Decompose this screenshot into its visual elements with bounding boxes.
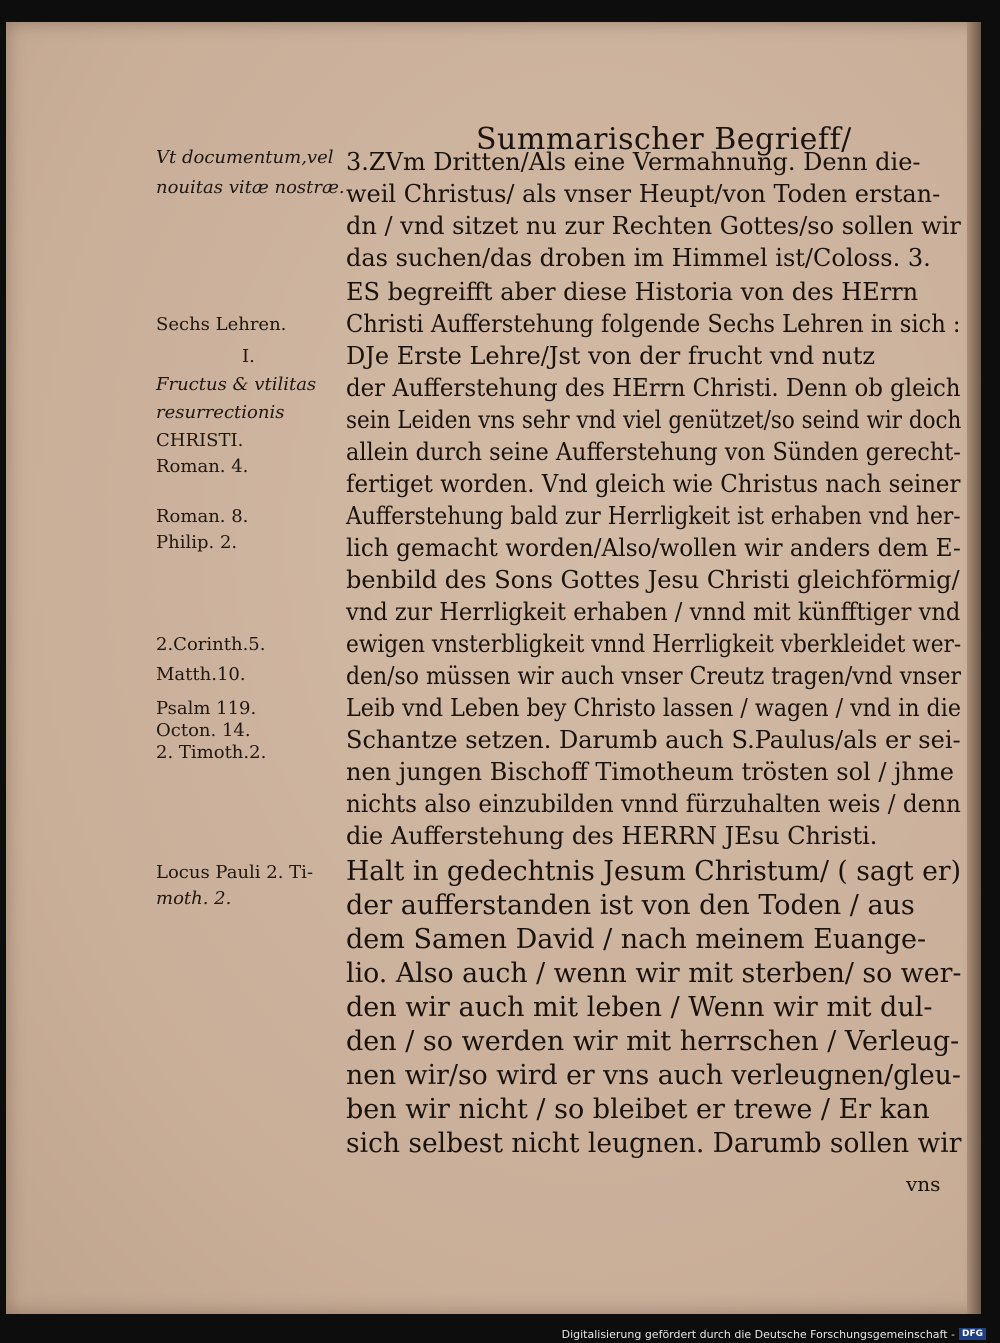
text-line: lio. Also auch / wenn wir mit sterben/ so wer- <box>346 958 962 989</box>
margin-note: Octon. 14. <box>156 720 251 741</box>
margin-note: 2.Corinth.5. <box>156 634 266 655</box>
margin-note: I. <box>242 346 255 367</box>
text-line: Halt in gedechtnis Jesum Christum/ ( sagt er) <box>346 856 961 887</box>
text-line: weil Christus/ als vnser Heupt/von Toden erstan- <box>346 180 941 208</box>
margin-note: moth. 2. <box>156 888 232 909</box>
margin-note: Roman. 4. <box>156 456 249 477</box>
text-line: der aufferstanden ist von den Toden / aus <box>346 890 915 921</box>
text-line: die Aufferstehung des HERRN JEsu Christi. <box>346 822 878 850</box>
text-line: fertiget worden. Vnd gleich wie Christus nach seiner <box>346 470 961 498</box>
text-line: sein Leiden vns sehr vnd viel genützet/so seind wir doch <box>346 406 962 434</box>
margin-note: Sechs Lehren. <box>156 314 287 335</box>
text-line: ewigen vnsterbligkeit vnnd Herrligkeit vberkleidet wer- <box>346 630 962 658</box>
text-line: 3.ZVm Dritten/Als eine Vermahnung. Denn die- <box>346 148 921 176</box>
digitization-footer <box>562 1327 986 1341</box>
text-line: DJe Erste Lehre/Jst von der frucht vnd nutz <box>346 342 876 370</box>
text-line: den/so müssen wir auch vnser Creutz tragen/vnd vnser <box>346 662 961 690</box>
text-line: sich selbest nicht leugnen. Darumb sollen wir <box>346 1128 962 1159</box>
text-line: ben wir nicht / so bleibet er trewe / Er kan <box>346 1094 930 1125</box>
book-page <box>6 22 981 1314</box>
text-line: nen wir/so wird er vns auch verleugnen/gleu- <box>346 1060 961 1091</box>
text-line: Leib vnd Leben bey Christo lassen / wagen / vnd in die <box>346 694 961 722</box>
margin-note: Psalm 119. <box>156 698 257 719</box>
text-line: allein durch seine Aufferstehung von Sünden gerecht- <box>346 438 961 466</box>
text-line: den / so werden wir mit herrschen / Verleug- <box>346 1026 960 1057</box>
text-line: das suchen/das droben im Himmel ist/Coloss. 3. <box>346 244 931 272</box>
catchword: vns <box>906 1172 941 1196</box>
margin-note: Vt documentum,vel <box>156 147 334 168</box>
margin-note: CHRISTI. <box>156 430 244 451</box>
text-line: der Aufferstehung des HErrn Christi. Denn ob gleich <box>346 374 961 402</box>
text-line: Christi Aufferstehung folgende Sechs Lehren in sich : <box>346 310 961 338</box>
margin-note: Matth.10. <box>156 664 246 685</box>
text-line: dem Samen David / nach meinem Euange- <box>346 924 927 955</box>
margin-note: 2. Timoth.2. <box>156 742 267 763</box>
running-head: Summarischer Begrieff/ <box>476 122 852 157</box>
text-line: lich gemacht worden/Also/wollen wir anders dem E- <box>346 534 961 562</box>
footer-text: Digitalisierung gefördert durch die Deutsche Forschungsgemeinschaft - <box>561 1327 955 1341</box>
text-line: benbild des Sons Gottes Jesu Christi gleichförmig/ <box>346 566 960 594</box>
margin-note: Roman. 8. <box>156 506 249 527</box>
text-line: ES begreifft aber diese Historia von des HErrn <box>346 278 919 306</box>
text-line: Schantze setzen. Darumb auch S.Paulus/als er sei- <box>346 726 961 754</box>
margin-note: resurrectionis <box>156 402 285 423</box>
margin-note: Philip. 2. <box>156 532 238 553</box>
page-edge <box>967 22 981 1314</box>
margin-note: nouitas vitæ nostræ. <box>156 177 345 198</box>
text-line: vnd zur Herrligkeit erhaben / vnnd mit künfftiger vnd <box>346 598 961 626</box>
text-line: Aufferstehung bald zur Herrligkeit ist erhaben vnd her- <box>346 502 961 530</box>
margin-note: Locus Pauli 2. Ti- <box>156 862 314 883</box>
dfg-logo: DFG <box>959 1328 986 1340</box>
margin-note: Fructus & vtilitas <box>156 374 317 395</box>
text-line: nen jungen Bischoff Timotheum trösten sol / jhme <box>346 758 954 786</box>
text-line: nichts also einzubilden vnnd fürzuhalten weis / denn <box>346 790 961 818</box>
text-line: den wir auch mit leben / Wenn wir mit dul- <box>346 992 933 1023</box>
text-line: dn / vnd sitzet nu zur Rechten Gottes/so sollen wir <box>346 212 961 240</box>
